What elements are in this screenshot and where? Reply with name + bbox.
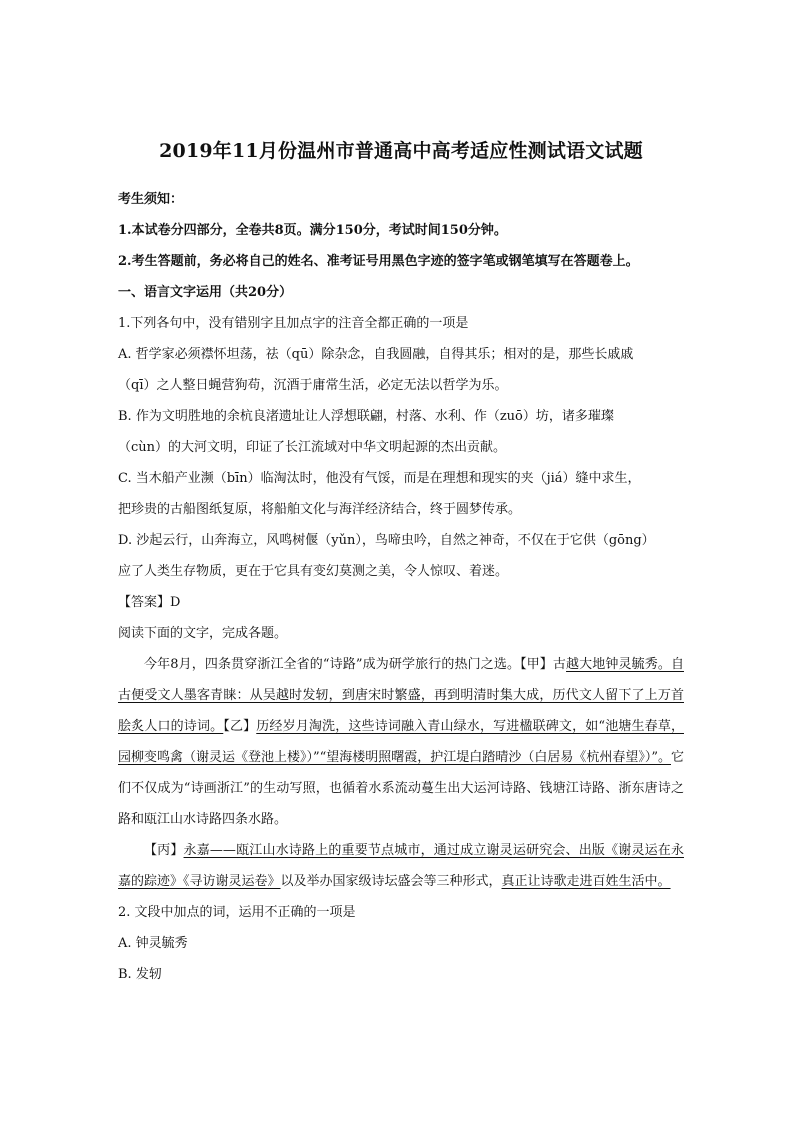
notice-heading: 考生须知： [118,192,184,207]
passage-p1-underlined-2: 历经岁月淘洗，这些诗词融入青山绿水，写进楹联碑文，如“池塘生春草，园柳变鸣禽（谢灵运《登池上楼》）”“望海楼明照曙霞，护江堤白踏晴沙（白居易《杭州春望》）”。 [118,719,684,765]
question-2-stem: 2. 文段中加点的词，运用不正确的一项是 [118,905,356,920]
exam-page [118,138,684,990]
passage-paragraph-2 [118,835,684,897]
question-1-option-d-line-1: D. 沙起云行，山奔海立，风鸣树偃（yǔn），鸟啼虫吟，自然之神奇，不仅在于它供（gōng） [118,533,655,548]
passage-p1-text-c: 它们不仅成为“诗画浙江”的生动写照，也循着水系流动蔓生出大运河诗路、钱塘江诗路、浙东唐诗之路和瓯江山水诗路四条水路。 [118,750,684,827]
passage-p1-text-a: 今年8月，四条贯穿浙江全省的“诗路”成为研学旅行的热门之选。【甲】古 [144,657,567,672]
question-1-option-c-line-2: 把珍贵的古船图纸复原，将船舶文化与海洋经济结合，终于圆梦传承。 [118,502,522,517]
section-heading-1: 一、语言文字运用（共20分） [118,285,293,300]
question-1-option-c-line-1: C. 当木船产业濒（bīn）临淘汰时，他没有气馁，而是在理想和现实的夹（jiá）缝中求生， [118,471,641,486]
question-1-option-b-line-2: （cùn）的大河文明，印证了长江流域对中华文明起源的杰出贡献。 [118,440,507,455]
notice-item-1: 1.本试卷分四部分，全卷共8页。满分150分，考试时间150分钟。 [118,223,507,238]
passage-p2-underlined-2: 真正让诗歌走进百姓生活中。 [501,874,671,889]
question-2-option-a: A. 钟灵毓秀 [118,936,188,951]
question-1-option-d-line-2: 应了人类生存物质，更在于它具有变幻莫测之美，令人惊叹、着迷。 [118,564,509,579]
reading-prompt: 阅读下面的文字，完成各题。 [118,626,288,641]
passage-p2-text-b: 以及举办国家级诗坛盛会等三种形式， [280,874,502,889]
question-1-stem: 1.下列各句中，没有错别字且加点字的注音全都正确的一项是 [118,316,469,331]
passage-paragraph-1 [118,649,684,835]
passage-p1-underlined-1: 越大地钟灵毓秀。自古便受文人墨客青睐：从吴越时发轫，到唐宋时繁盛，再到明清时集大成，历代文人留下了上万首脍炙人口的诗词。 [118,657,684,734]
passage-p1-marker-b: 【乙】 [223,719,257,734]
question-1-option-a-line-2: （qī）之人整日蝇营狗苟，沉酒于庸常生活，必定无法以哲学为乐。 [118,378,508,393]
passage-p2-marker-c: 【丙】 [144,843,184,858]
question-1-option-b-line-1: B. 作为文明胜地的余杭良渚遗址让人浮想联翩，村落、水利、作（zuō）坊，诸多璀璨 [118,409,614,424]
question-1-option-a-line-1: A. 哲学家必须襟怀坦荡，祛（qū）除杂念，自我圆融，自得其乐；相对的是，那些长戚戚 [118,347,634,362]
question-2-option-b: B. 发轫 [118,967,162,982]
question-1-answer: 【答案】D [118,595,181,610]
passage-p2-underlined-1: 永嘉——瓯江山水诗路上的重要节点城市，通过成立谢灵运研究会、出版《谢灵运在永嘉的踪迹》《寻访谢灵运卷》 [118,843,684,889]
notice-item-2: 2.考生答题前，务必将自己的姓名、准考证号用黑色字迹的签字笔或钢笔填写在答题卷上。 [118,254,639,269]
page-title: 2019年11月份温州市普通高中高考适应性测试语文试题 [159,140,643,162]
